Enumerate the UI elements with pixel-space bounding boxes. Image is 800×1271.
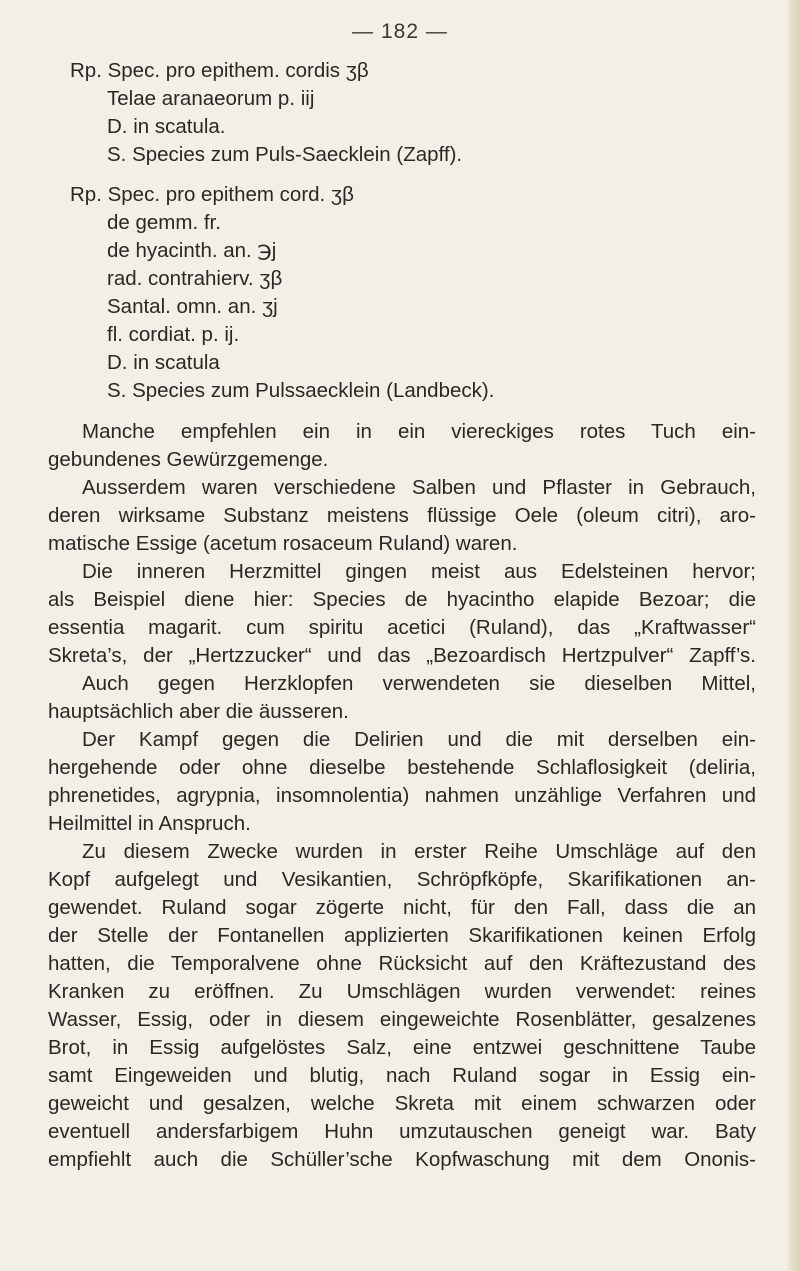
body-line: empfiehlt auch die Schüller’sche Kopfwaschung mit dem Ononis- [48, 1148, 756, 1171]
body-line: gewendet. Ruland sogar zögerte nicht, für den Fall, dass die an [48, 896, 756, 919]
body-line: Kopf aufgelegt und Vesikantien, Schröpfköpfe, Skarifikationen an- [48, 868, 756, 891]
body-line: Manche empfehlen ein in ein viereckiges rotes Tuch ein- [82, 420, 756, 443]
body-line: eventuell andersfarbigem Huhn umzutauschen geneigt war. Baty [48, 1120, 756, 1143]
page-number: — 182 — [352, 20, 448, 43]
recipe-line: S. Species zum Pulssaecklein (Landbeck). [107, 379, 495, 402]
body-line: der Stelle der Fontanellen applizierten Skarifikationen keinen Erfolg [48, 924, 756, 947]
body-line: Skreta’s, der „Hertzzucker“ und das „Bezoardisch Hertzpulver“ Zapff’s. [48, 644, 756, 667]
recipe-line: Telae aranaeorum p. iij [107, 87, 315, 110]
body-line: geweicht und gesalzen, welche Skreta mit einem schwarzen oder [48, 1092, 756, 1115]
body-line: hergehende oder ohne dieselbe bestehende Schlaflosigkeit (deliria, [48, 756, 756, 779]
recipe-line: de hyacinth. an. ℈j [107, 239, 277, 262]
recipe-line: D. in scatula. [107, 115, 226, 138]
recipe-line: S. Species zum Puls-Saecklein (Zapff). [107, 143, 463, 166]
body-line: Ausserdem waren verschiedene Salben und Pflaster in Gebrauch, [82, 476, 756, 499]
recipe-line: de gemm. fr. [107, 211, 221, 234]
body-line: samt Eingeweiden und blutig, nach Ruland sogar in Essig ein- [48, 1064, 756, 1087]
recipe-line: rad. contrahierv. ʒβ [107, 267, 283, 290]
recipe-line: Rp. Spec. pro epithem cord. ʒβ [70, 183, 354, 206]
body-line: Wasser, Essig, oder in diesem eingeweichte Rosenblätter, gesalzenes [48, 1008, 756, 1031]
body-line: matische Essige (acetum rosaceum Ruland) waren. [48, 532, 518, 555]
body-line: Kranken zu eröffnen. Zu Umschlägen wurden verwendet: reines [48, 980, 756, 1003]
body-line: Brot, in Essig aufgelöstes Salz, eine entzwei geschnittene Taube [48, 1036, 756, 1059]
body-line: Der Kampf gegen die Delirien und die mit derselben ein- [82, 728, 756, 751]
body-line: gebundenes Gewürzgemenge. [48, 448, 329, 471]
body-line: Auch gegen Herzklopfen verwendeten sie dieselben Mittel, [82, 672, 756, 695]
body-line: deren wirksame Substanz meistens flüssige Oele (oleum citri), aro- [48, 504, 756, 527]
recipe-line: Santal. omn. an. ʒj [107, 295, 278, 318]
body-line: Die inneren Herzmittel gingen meist aus Edelsteinen hervor; [82, 560, 756, 583]
body-line: hauptsächlich aber die äusseren. [48, 700, 349, 723]
page-edge-shadow [786, 0, 800, 1271]
body-line: Heilmittel in Anspruch. [48, 812, 251, 835]
recipe-line: Rp. Spec. pro epithem. cordis ʒβ [70, 59, 369, 82]
body-line: hatten, die Temporalvene ohne Rücksicht auf den Kräftezustand des [48, 952, 756, 975]
recipe-line: D. in scatula [107, 351, 220, 374]
recipe-line: fl. cordiat. p. ij. [107, 323, 240, 346]
body-line: Zu diesem Zwecke wurden in erster Reihe Umschläge auf den [82, 840, 756, 863]
body-line: phrenetides, agrypnia, insomnolentia) nahmen unzählige Verfahren und [48, 784, 756, 807]
body-line: essentia magarit. cum spiritu acetici (Ruland), das „Kraftwasser“ [48, 616, 756, 639]
body-line: als Beispiel diene hier: Species de hyacintho elapide Bezoar; die [48, 588, 756, 611]
